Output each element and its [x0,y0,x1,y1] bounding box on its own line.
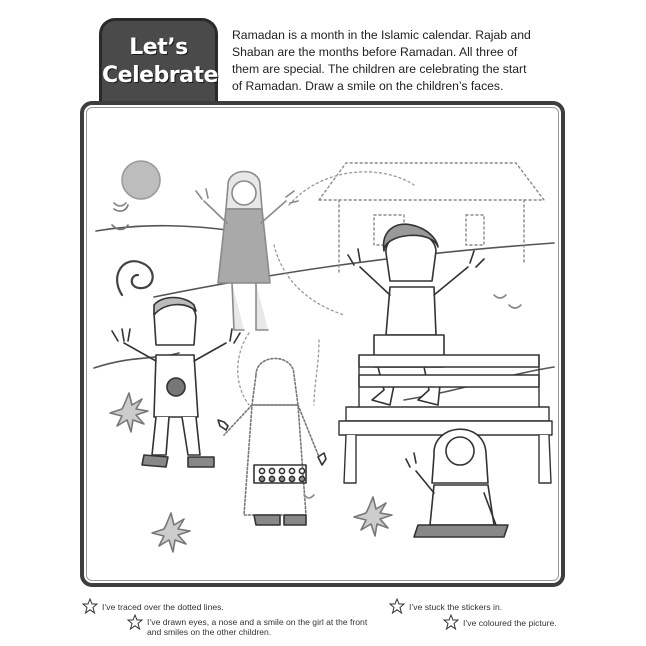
title-line-1: Let’s [129,35,188,60]
girl-sitting-figure [406,429,508,537]
instructions-text: Ramadan is a month in the Islamic calendar. Rajab and Shaban are the months before Ramadan. All three of them are special. The children are celebrating the start of Ramadan. Draw a smile on the children’s faces. [232,28,531,93]
sun-icon [122,161,160,199]
boy-left-figure [112,298,240,468]
girl-waving-figure [196,172,298,331]
checklist-text: I’ve stuck the stickers in. [409,602,503,612]
star-icon[interactable] [127,614,143,630]
checklist-text: I’ve traced over the dotted lines. [102,602,224,612]
checklist-text: I’ve coloured the picture. [463,618,557,628]
title-line-2: Celebrate [102,63,218,88]
girl-front-outline[interactable] [224,359,319,516]
checklist-text-line-1: I’ve drawn eyes, a nose and a smile on the girl at the front [147,617,368,627]
swirl-icon [117,261,153,295]
star-icon[interactable] [389,598,405,614]
star-icon[interactable] [82,598,98,614]
title-tab [99,18,218,104]
checklist-text-line-2: and smiles on the other children. [147,627,272,637]
star-icon[interactable] [443,614,459,630]
coloring-scene [84,105,561,583]
